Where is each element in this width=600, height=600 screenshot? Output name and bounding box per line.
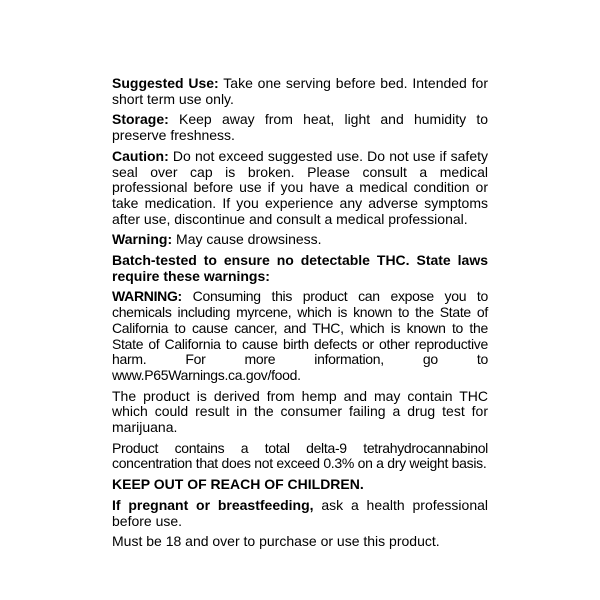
storage-lead: Storage: bbox=[112, 111, 169, 128]
batch-tested-heading bbox=[112, 253, 488, 284]
age-requirement-text: Must be 18 and over to purchase or use this product. bbox=[112, 533, 440, 550]
prop65-warning-text: Consuming this product can expose you to chemicals including myrcene, which is known to the State of California to cause cancer, and THC, which is known to the State of California to cause birth defects or other reproductive harm. For more information, go to www.P65Warnings.ca.gov/food. bbox=[112, 288, 488, 383]
suggested-use-text: Take one serving before bed. Intended for short term use only. bbox=[112, 75, 488, 107]
prop65-warning-lead: WARNING: bbox=[112, 288, 182, 305]
age-requirement-paragraph bbox=[112, 534, 488, 550]
storage-paragraph bbox=[112, 112, 488, 143]
hemp-derived-text: The product is derived from hemp and may contain THC which could result in the consumer failing a drug test for marijuana. bbox=[112, 387, 488, 436]
hemp-derived-paragraph bbox=[112, 389, 488, 436]
storage-text: Keep away from heat, light and humidity to preserve freshness. bbox=[112, 111, 488, 144]
pregnant-warning-paragraph bbox=[112, 498, 488, 529]
prop65-warning-paragraph bbox=[112, 289, 488, 383]
caution-text: Do not exceed suggested use. Do not use if safety seal over cap is broken. Please consult a medical professional before use if you have a medical condition or take medication. If you experience any adverse symptoms after use, discontinue and consult a medical professional. bbox=[112, 147, 488, 227]
batch-tested-heading-text: Batch-tested to ensure no detectable THC. State laws require these warnings: bbox=[112, 252, 488, 284]
drowsiness-warning-text: May cause drowsiness. bbox=[172, 231, 322, 248]
caution-lead: Caution: bbox=[112, 147, 169, 164]
drowsiness-warning-paragraph bbox=[112, 232, 488, 248]
suggested-use-lead: Suggested Use: bbox=[112, 75, 219, 91]
delta9-concentration-paragraph bbox=[112, 441, 488, 472]
pregnant-warning-text: ask a health professional before use. bbox=[112, 496, 488, 529]
pregnant-warning-lead: If pregnant or breastfeeding, bbox=[112, 496, 314, 513]
caution-paragraph bbox=[112, 149, 488, 228]
suggested-use-paragraph bbox=[112, 76, 488, 107]
label-text-block bbox=[112, 76, 488, 555]
keep-out-of-reach-text: KEEP OUT OF REACH OF CHILDREN. bbox=[112, 476, 364, 493]
drowsiness-warning-lead: Warning: bbox=[112, 231, 173, 248]
keep-out-of-reach-heading bbox=[112, 477, 488, 493]
delta9-concentration-text: Product contains a total delta-9 tetrahydrocannabinol concentration that does not exceed 0.3% on a dry weight basis. bbox=[112, 439, 488, 472]
